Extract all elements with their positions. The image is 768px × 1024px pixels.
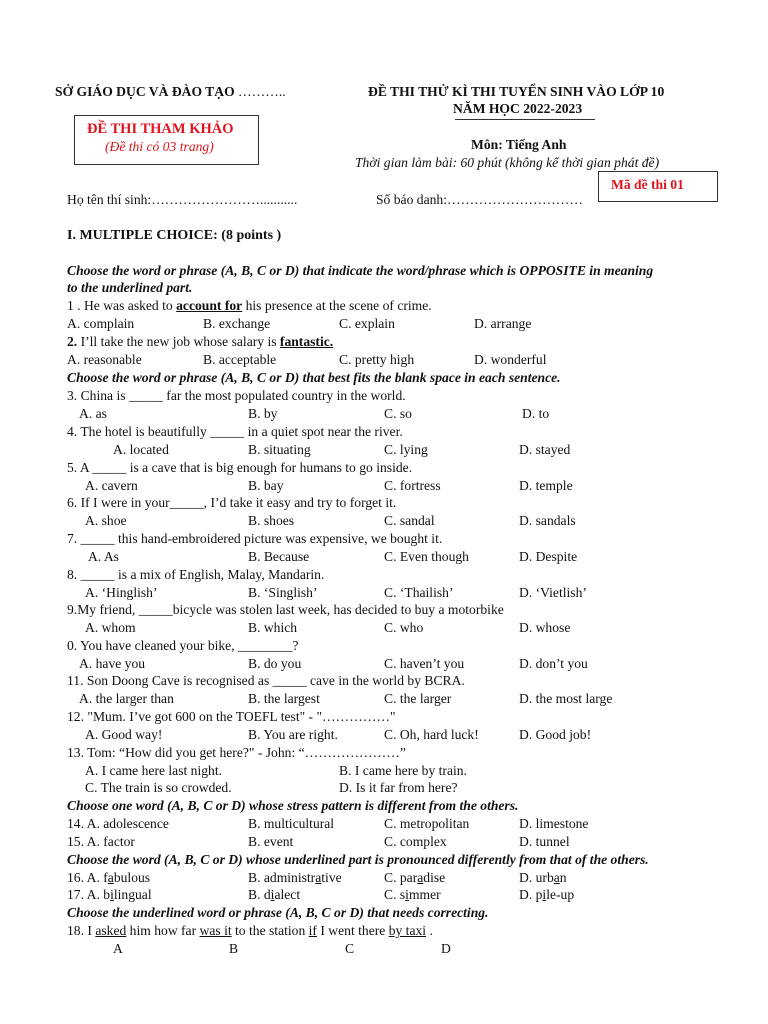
option-d[interactable]: D. tunnel — [519, 834, 570, 849]
q18-option-a-phrase[interactable]: asked — [95, 923, 127, 938]
department-dots: ……….. — [238, 84, 286, 99]
q16-b-pre: B. administr — [248, 870, 316, 885]
option-b[interactable]: B. the largest — [248, 691, 320, 706]
option-d[interactable]: D. don’t you — [519, 656, 588, 671]
instruction-pronunciation: Choose the word (A, B, C or D) whose underlined part is pronounced differently from that of the others. — [67, 852, 649, 867]
question-7 — [0, 531, 768, 548]
option-c[interactable]: C. who — [384, 620, 424, 635]
option-a[interactable]: A. I came here last night. — [85, 763, 223, 778]
question-5-options — [0, 478, 768, 495]
q18-seg5: . — [426, 923, 433, 938]
q1-post: his presence at the scene of crime. — [242, 298, 432, 313]
option-a[interactable]: A. ‘Hinglish’ — [85, 585, 158, 600]
option-b[interactable]: B. I came here by train. — [339, 763, 467, 778]
time-line: Thời gian làm bài: 60 phút (không kể thời gian phát đề) — [355, 155, 660, 170]
q17-b-underlined: i — [270, 887, 275, 902]
q17-a-underlined: i — [110, 887, 114, 902]
question-14 — [0, 816, 768, 833]
q18-option-b-phrase[interactable]: was it — [199, 923, 232, 938]
question-18-letters — [0, 941, 768, 958]
option-a[interactable] — [67, 887, 152, 903]
question-12-text: 12. "Mum. I’ve got 600 on the TOEFL test" - "……………" — [67, 709, 396, 724]
option-d[interactable]: D. wonderful — [474, 352, 547, 367]
instruction-opposite-line1: Choose the word or phrase (A, B, C or D) that indicate the word/phrase which is OPPOSITE in meaning — [67, 263, 654, 278]
instruction-correcting: Choose the underlined word or phrase (A, B, C or D) that needs correcting. — [67, 905, 489, 920]
option-d[interactable] — [519, 887, 574, 903]
option-a[interactable] — [67, 870, 150, 886]
question-8 — [0, 567, 768, 584]
option-c[interactable]: C. the larger — [384, 691, 452, 706]
q16-d-post: n — [559, 870, 567, 885]
exam-code: Mã đề thi 01 — [611, 177, 684, 192]
q2-underlined: fantastic. — [279, 334, 334, 349]
letter-d: D — [441, 941, 451, 956]
option-c[interactable]: C. metropolitan — [384, 816, 470, 831]
question-1 — [0, 298, 768, 315]
option-a[interactable]: A. Good way! — [85, 727, 163, 742]
question-3-text: 3. China is _____ far the most populated country in the world. — [67, 388, 406, 403]
q16-c-post: dise — [423, 870, 446, 885]
question-8-options — [0, 585, 768, 602]
subject-line: Môn: Tiếng Anh — [471, 137, 567, 152]
q16-d-pre: D. urb — [519, 870, 554, 885]
q17-c-pre: C. s — [384, 887, 406, 902]
question-15 — [0, 834, 768, 851]
option-d[interactable]: D. Good job! — [519, 727, 592, 742]
option-c[interactable]: C. pretty high — [339, 352, 415, 367]
q17-a-post: lingual — [113, 887, 152, 902]
question-5 — [0, 460, 768, 477]
question-2 — [0, 334, 768, 351]
q17-d-pre: D. p — [519, 887, 543, 902]
option-d[interactable]: D. whose — [519, 620, 571, 635]
option-d[interactable]: D. stayed — [519, 442, 571, 457]
option-c[interactable] — [384, 887, 441, 903]
option-d[interactable]: D. Despite — [519, 549, 578, 564]
question-18 — [0, 923, 768, 940]
q16-a-pre: 16. A. f — [67, 870, 108, 885]
question-9-text: 9.My friend, _____bicycle was stolen last week, has decided to buy a motorbike — [67, 602, 504, 617]
candidate-name-field: Họ tên thí sinh:……………………........... — [67, 192, 298, 207]
q1-underlined: account for — [176, 298, 243, 313]
option-c[interactable]: C. ‘Thailish’ — [384, 585, 454, 600]
question-10-options — [0, 656, 768, 673]
q17-c-underlined: i — [405, 887, 409, 902]
option-b[interactable] — [248, 887, 300, 903]
option-b[interactable]: B. event — [248, 834, 294, 849]
option-c[interactable]: C. Even though — [384, 549, 469, 564]
letter-c: C — [345, 941, 355, 956]
question-12-options — [0, 727, 768, 744]
question-13-text: 13. Tom: “How did you get here?" - John: “…………………” — [67, 745, 406, 760]
option-a[interactable]: 14. A. adolescence — [67, 816, 169, 831]
q16-c-pre: C. par — [384, 870, 418, 885]
q17-b-pre: B. d — [248, 887, 271, 902]
option-d[interactable]: D. ‘Vietlish’ — [519, 585, 587, 600]
option-c[interactable]: C. The train is so crowded. — [85, 780, 232, 795]
reference-pages: (Đề thi có 03 trang) — [105, 139, 214, 154]
question-13 — [0, 745, 768, 762]
q17-d-underlined: i — [542, 887, 547, 902]
question-3 — [0, 388, 768, 405]
option-a[interactable]: A. complain — [67, 316, 135, 331]
question-16 — [0, 870, 768, 887]
option-d[interactable]: D. Is it far from here? — [339, 780, 458, 795]
option-c[interactable]: C. sandal — [384, 513, 435, 528]
option-d[interactable] — [519, 870, 567, 886]
option-d[interactable]: D. temple — [519, 478, 573, 493]
question-13-options-ab — [0, 763, 768, 780]
option-d[interactable]: D. to — [522, 406, 550, 421]
q1-pre: 1 . He was asked to — [67, 298, 177, 313]
option-a[interactable]: A. have you — [79, 656, 146, 671]
question-5-text: 5. A _____ is a cave that is big enough for humans to go inside. — [67, 460, 413, 475]
option-b[interactable]: B. ‘Singlish’ — [248, 585, 318, 600]
option-b[interactable]: B. multicultural — [248, 816, 335, 831]
question-17 — [0, 887, 768, 904]
option-a[interactable]: A. located — [113, 442, 169, 457]
instruction-blank: Choose the word or phrase (A, B, C or D) that best fits the blank space in each sentence. — [67, 370, 561, 385]
option-a[interactable]: A. the larger than — [79, 691, 174, 706]
q16-c-underlined: a — [417, 870, 424, 885]
question-4-text: 4. The hotel is beautifully _____ in a quiet spot near the river. — [67, 424, 403, 439]
option-c[interactable]: C. lying — [384, 442, 428, 457]
question-11-text: 11. Son Doong Cave is recognised as _____ cave in the world by BCRA. — [67, 673, 465, 688]
question-11 — [0, 673, 768, 690]
option-b[interactable]: B. You are right. — [248, 727, 338, 742]
question-9-options — [0, 620, 768, 637]
question-18-text — [67, 923, 433, 939]
question-4-options — [0, 442, 768, 459]
q16-d-underlined: a — [553, 870, 560, 885]
option-a[interactable]: A. reasonable — [67, 352, 142, 367]
option-c[interactable]: C. complex — [384, 834, 447, 849]
option-b[interactable]: B. bay — [248, 478, 284, 493]
letter-b: B — [229, 941, 239, 956]
option-d[interactable]: D. arrange — [474, 316, 532, 331]
option-c[interactable]: C. fortress — [384, 478, 441, 493]
question-4 — [0, 424, 768, 441]
q2-pre: I’ll take the new job whose salary is — [77, 334, 280, 349]
option-a[interactable]: A. As — [88, 549, 119, 564]
q18-seg2: him how far — [126, 923, 200, 938]
question-6-text: 6. If I were in your_____, I’d take it easy and try to forget it. — [67, 495, 397, 510]
question-12 — [0, 709, 768, 726]
exam-title: ĐỀ THI THỬ KÌ THI TUYỂN SINH VÀO LỚP 10 — [368, 84, 665, 99]
q17-c-post: mmer — [408, 887, 441, 902]
option-b[interactable]: B. acceptable — [203, 352, 277, 367]
option-b[interactable]: B. which — [248, 620, 298, 635]
department-title — [55, 84, 286, 100]
question-2-text — [67, 334, 333, 350]
instruction-stress: Choose one word (A, B, C or D) whose stress pattern is different from the others. — [67, 798, 519, 813]
option-c[interactable]: C. explain — [339, 316, 395, 331]
option-c[interactable] — [384, 870, 445, 886]
option-b[interactable]: B. Because — [248, 549, 310, 564]
question-8-text: 8. _____ is a mix of English, Malay, Mandarin. — [67, 567, 325, 582]
instruction-opposite-line2: to the underlined part. — [67, 280, 193, 295]
option-b[interactable]: B. exchange — [203, 316, 271, 331]
question-1-text — [67, 298, 432, 314]
option-a[interactable]: 15. A. factor — [67, 834, 135, 849]
option-d[interactable]: D. sandals — [519, 513, 576, 528]
question-10 — [0, 638, 768, 655]
question-7-text: 7. _____ this hand-embroidered picture was expensive, we bought it. — [67, 531, 443, 546]
q17-a-pre: 17. A. b — [67, 887, 111, 902]
option-b[interactable]: B. do you — [248, 656, 302, 671]
q18-option-d-phrase[interactable]: by taxi — [388, 923, 427, 938]
question-6 — [0, 495, 768, 512]
option-b[interactable]: B. by — [248, 406, 278, 421]
question-7-options — [0, 549, 768, 566]
q18-seg3: to the station — [231, 923, 309, 938]
question-9 — [0, 602, 768, 619]
question-11-options — [0, 691, 768, 708]
school-year: NĂM HỌC 2022-2023 — [453, 101, 583, 116]
option-a[interactable]: A. cavern — [85, 478, 138, 493]
option-d[interactable]: D. limestone — [519, 816, 589, 831]
candidate-id-field: Số báo danh:………………………… — [376, 192, 583, 207]
q17-d-post: le-up — [546, 887, 575, 902]
question-13-options-cd — [0, 780, 768, 797]
section-title: I. MULTIPLE CHOICE: (8 points ) — [67, 228, 282, 243]
year-underline — [455, 119, 595, 120]
option-a[interactable]: A. as — [79, 406, 107, 421]
question-10-text: 0. You have cleaned your bike, ________? — [67, 638, 299, 653]
q16-a-post: bulous — [113, 870, 151, 885]
option-b[interactable]: B. shoes — [248, 513, 295, 528]
question-2-options — [0, 352, 768, 369]
option-b[interactable]: B. situating — [248, 442, 311, 457]
q16-b-post: tive — [321, 870, 342, 885]
q16-a-underlined: a — [107, 870, 114, 885]
q18-option-c-phrase[interactable]: if — [308, 923, 317, 938]
option-a[interactable]: A. whom — [85, 620, 136, 635]
q18-seg1: 18. I — [67, 923, 96, 938]
q18-seg4: I went there — [316, 923, 389, 938]
question-6-options — [0, 513, 768, 530]
option-c[interactable]: C. Oh, hard luck! — [384, 727, 479, 742]
reference-title: ĐỀ THI THAM KHẢO — [87, 121, 234, 137]
option-c[interactable]: C. so — [384, 406, 412, 421]
q2-number: 2. — [67, 334, 78, 349]
option-d[interactable]: D. the most large — [519, 691, 613, 706]
department-name: SỞ GIÁO DỤC VÀ ĐÀO TẠO — [55, 84, 235, 99]
q17-b-post: alect — [274, 887, 301, 902]
question-3-options — [0, 406, 768, 423]
question-1-options — [0, 316, 768, 333]
option-c[interactable]: C. haven’t you — [384, 656, 465, 671]
option-b[interactable] — [248, 870, 342, 886]
q16-b-underlined: a — [315, 870, 322, 885]
option-a[interactable]: A. shoe — [85, 513, 127, 528]
letter-a: A — [113, 941, 123, 956]
